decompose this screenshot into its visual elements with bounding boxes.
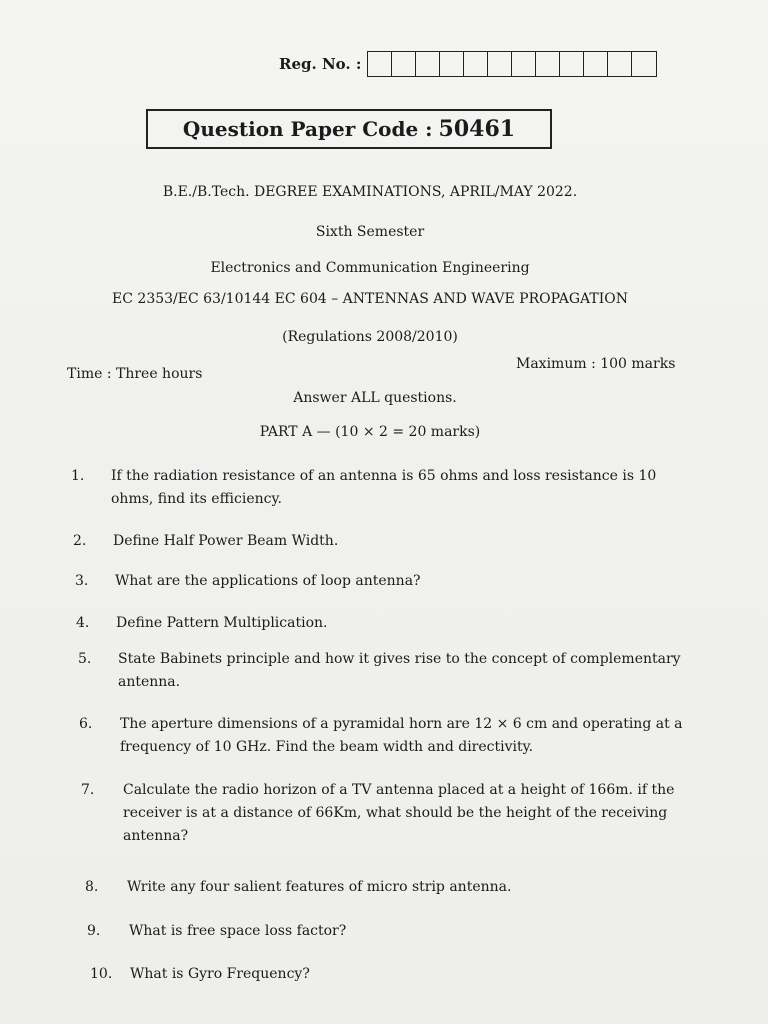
question-number: 1. bbox=[71, 468, 85, 484]
instruction: Answer ALL questions. bbox=[293, 390, 457, 406]
reg-no-box bbox=[488, 52, 512, 76]
question-number: 2. bbox=[73, 533, 87, 549]
reg-no-box bbox=[608, 52, 632, 76]
question-text: The aperture dimensions of a pyramidal horn are 12 × 6 cm and operating at a frequency of 10 GHz. Find the beam width and directivity. bbox=[120, 716, 683, 755]
paper-code-label: Question Paper Code : bbox=[182, 117, 433, 141]
reg-no-box bbox=[536, 52, 560, 76]
question-text: State Babinets principle and how it gives rise to the concept of complementary antenna. bbox=[118, 651, 681, 690]
paper-code-value: 50461 bbox=[438, 116, 516, 142]
question-number: 8. bbox=[85, 879, 99, 895]
reg-no-box bbox=[632, 52, 656, 76]
exam-title: B.E./B.Tech. DEGREE EXAMINATIONS, APRIL/MAY 2022. bbox=[162, 184, 578, 200]
question-number: 7. bbox=[81, 782, 95, 798]
question-text: If the radiation resistance of an antenna is 65 ohms and loss resistance is 10 ohms, find its efficiency. bbox=[111, 468, 657, 507]
subject: EC 2353/EC 63/10144 EC 604 – ANTENNAS AND WAVE PROPAGATION bbox=[112, 291, 628, 307]
reg-no-box bbox=[440, 52, 464, 76]
question-text: What is free space loss factor? bbox=[129, 923, 347, 939]
part-heading: PART A — (10 × 2 = 20 marks) bbox=[259, 424, 481, 440]
question-text: Define Pattern Multiplication. bbox=[116, 615, 328, 631]
time-allowed: Time : Three hours bbox=[67, 366, 203, 382]
question-number: 3. bbox=[75, 573, 89, 589]
question-text: What are the applications of loop antenna? bbox=[115, 573, 421, 589]
question-text: Calculate the radio horizon of a TV antenna placed at a height of 166m. if the receiver is at a distance of 66Km, what should be the height of the receiving antenna? bbox=[123, 782, 675, 844]
reg-no-box bbox=[560, 52, 584, 76]
question-text: Define Half Power Beam Width. bbox=[113, 533, 339, 549]
reg-no-box bbox=[512, 52, 536, 76]
reg-no-box bbox=[416, 52, 440, 76]
question-number: 6. bbox=[79, 716, 93, 732]
reg-no-field bbox=[279, 51, 657, 77]
question-paper-code-box bbox=[146, 109, 552, 149]
reg-no-boxes bbox=[367, 51, 657, 77]
semester: Sixth Semester bbox=[315, 224, 425, 240]
max-marks: Maximum : 100 marks bbox=[516, 356, 676, 372]
reg-no-box bbox=[368, 52, 392, 76]
question-number: 9. bbox=[87, 923, 101, 939]
question-text: What is Gyro Frequency? bbox=[130, 966, 310, 982]
question-number: 4. bbox=[76, 615, 90, 631]
reg-no-box bbox=[464, 52, 488, 76]
question-number: 10. bbox=[90, 966, 113, 982]
reg-no-box bbox=[584, 52, 608, 76]
department: Electronics and Communication Engineering bbox=[210, 260, 530, 276]
question-number: 5. bbox=[78, 651, 92, 667]
question-item bbox=[71, 465, 701, 513]
regulations: (Regulations 2008/2010) bbox=[282, 329, 458, 345]
question-text: Write any four salient features of micro strip antenna. bbox=[127, 879, 512, 895]
reg-no-label: Reg. No. : bbox=[279, 55, 362, 73]
reg-no-box bbox=[392, 52, 416, 76]
